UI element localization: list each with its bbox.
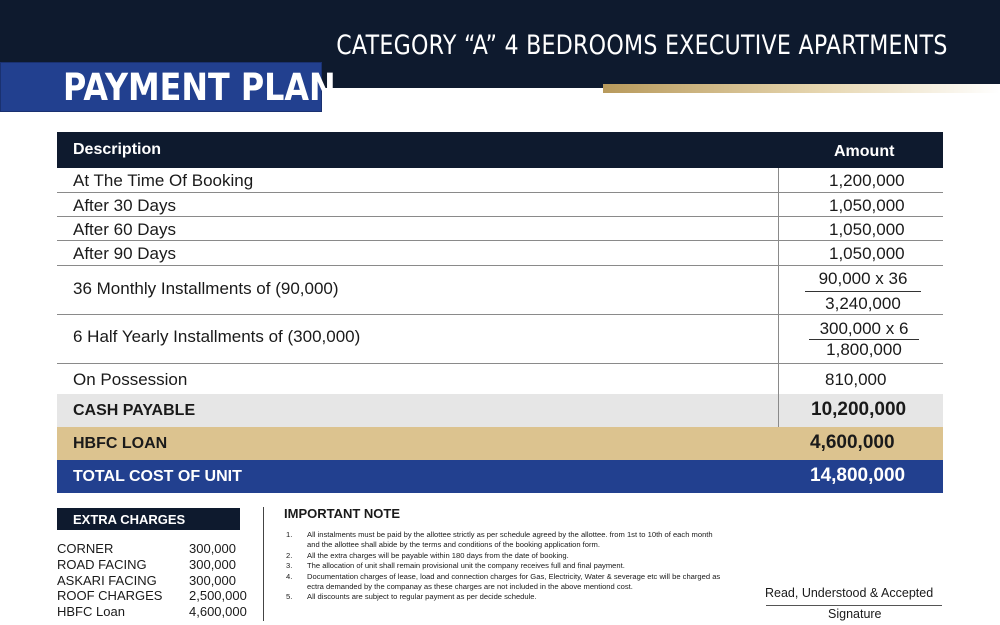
charge-label: ASKARI FACING xyxy=(57,572,157,588)
amount-cell xyxy=(778,266,944,314)
amount-cell xyxy=(778,315,944,363)
row-description: On Possession xyxy=(73,370,188,389)
category-title: CATEGORY “A” 4 BEDROOMS EXECUTIVE APARTMENTS xyxy=(336,30,948,61)
amount-calculation xyxy=(805,269,921,314)
important-note-title: IMPORTANT NOTE xyxy=(284,506,401,521)
table-row xyxy=(57,193,943,217)
section-divider xyxy=(263,507,264,621)
list-item xyxy=(57,541,257,557)
note-item xyxy=(286,592,726,602)
charge-value: 2,500,000 xyxy=(189,588,247,604)
charge-label: ROOF CHARGES xyxy=(57,588,163,604)
note-number: 1. xyxy=(286,530,293,539)
extra-charges-header xyxy=(57,508,240,530)
payment-table xyxy=(57,132,943,493)
note-text: All instalments must be paid by the allottee strictly as per schedule agreed by the allottee. from 1st to 10th of each month and the allottee shall abide by the terms and conditions of the booking application form. xyxy=(307,530,713,550)
row-description: 6 Half Yearly Installments of (300,000) xyxy=(73,327,361,346)
note-text: All the extra charges will be payable within 180 days from the date of booking. xyxy=(307,550,569,560)
row-amount: 1,050,000 xyxy=(829,244,905,263)
charge-value: 300,000 xyxy=(189,556,236,572)
amount-calculation xyxy=(809,319,919,360)
hbfc-loan-label: HBFC LOAN xyxy=(73,435,168,452)
row-amount: 1,800,000 xyxy=(826,340,902,359)
cash-payable-label: CASH PAYABLE xyxy=(73,402,196,419)
charge-value: 4,600,000 xyxy=(189,604,247,620)
row-amount: 810,000 xyxy=(825,370,887,389)
note-number: 2. xyxy=(286,550,293,560)
total-cost-row xyxy=(57,460,943,493)
charge-label: ROAD FACING xyxy=(57,556,147,572)
row-description: At The Time Of Booking xyxy=(73,171,254,190)
table-row xyxy=(57,217,943,241)
cash-payable-value: 10,200,000 xyxy=(811,399,907,420)
note-item xyxy=(286,561,726,571)
charge-label: HBFC Loan xyxy=(57,604,125,620)
table-header xyxy=(57,132,943,168)
list-item xyxy=(57,573,257,589)
charge-value: 300,000 xyxy=(189,572,236,588)
amount-formula: 300,000 x 6 xyxy=(809,319,919,340)
row-description: After 90 Days xyxy=(73,244,176,263)
amount-cell xyxy=(778,241,944,265)
total-cost-value: 14,800,000 xyxy=(810,465,906,486)
charge-value: 300,000 xyxy=(189,541,236,556)
charge-label: CORNER xyxy=(57,541,114,556)
row-description: 36 Monthly Installments of (90,000) xyxy=(73,279,339,298)
note-text: All discounts are subject to regular payment as per decide schedule. xyxy=(307,592,537,602)
list-item xyxy=(57,604,257,620)
note-number: 3. xyxy=(286,561,293,571)
note-item xyxy=(286,572,726,593)
hbfc-loan-row xyxy=(57,427,943,460)
amount-cell xyxy=(778,168,944,192)
note-item xyxy=(286,551,726,561)
acceptance-text: Read, Understood & Accepted xyxy=(765,586,934,600)
row-amount: 1,050,000 xyxy=(829,196,905,215)
table-row xyxy=(57,241,943,266)
total-cost-label: TOTAL COST OF UNIT xyxy=(73,468,242,485)
description-header: Description xyxy=(73,141,162,158)
note-text: Documentation charges of lease, load and connection charges for Gas, Electricity, Water & severage etc will be charged as ectra demanded by the companay as these charges are not included in the above mentiond cost. xyxy=(307,571,721,592)
note-text: The allocation of unit shall remain provisional unit the company receives full and final payment. xyxy=(307,561,625,571)
important-note-list xyxy=(286,530,726,603)
signature-line xyxy=(766,605,942,606)
row-amount: 1,050,000 xyxy=(829,220,905,239)
amount-cell xyxy=(778,193,944,216)
hbfc-loan-value: 4,600,000 xyxy=(810,432,895,453)
total-cost-cell xyxy=(778,460,943,493)
row-amount: 1,200,000 xyxy=(829,171,905,190)
amount-cell xyxy=(778,217,944,240)
amount-header: Amount xyxy=(834,143,895,160)
list-item xyxy=(57,588,257,604)
row-description: After 30 Days xyxy=(73,196,176,215)
gold-accent-strip xyxy=(603,84,1000,93)
table-row xyxy=(57,168,943,193)
extra-charges-title: EXTRA CHARGES xyxy=(73,512,186,527)
signature-label: Signature xyxy=(828,607,882,621)
list-item xyxy=(57,557,257,573)
table-row xyxy=(57,315,943,364)
extra-charges-list xyxy=(57,541,257,620)
payment-plan-title: PAYMENT PLAN xyxy=(63,66,336,109)
amount-formula: 90,000 x 36 xyxy=(805,269,921,292)
table-row xyxy=(57,364,943,394)
row-amount: 3,240,000 xyxy=(825,294,901,313)
note-number: 4. xyxy=(286,571,293,581)
table-row xyxy=(57,266,943,315)
hbfc-loan-cell xyxy=(778,427,943,460)
note-item xyxy=(286,530,726,551)
amount-cell xyxy=(778,364,944,394)
cash-payable-row xyxy=(57,394,943,427)
cash-payable-cell xyxy=(778,394,944,427)
row-description: After 60 Days xyxy=(73,220,176,239)
note-number: 5. xyxy=(286,592,293,602)
